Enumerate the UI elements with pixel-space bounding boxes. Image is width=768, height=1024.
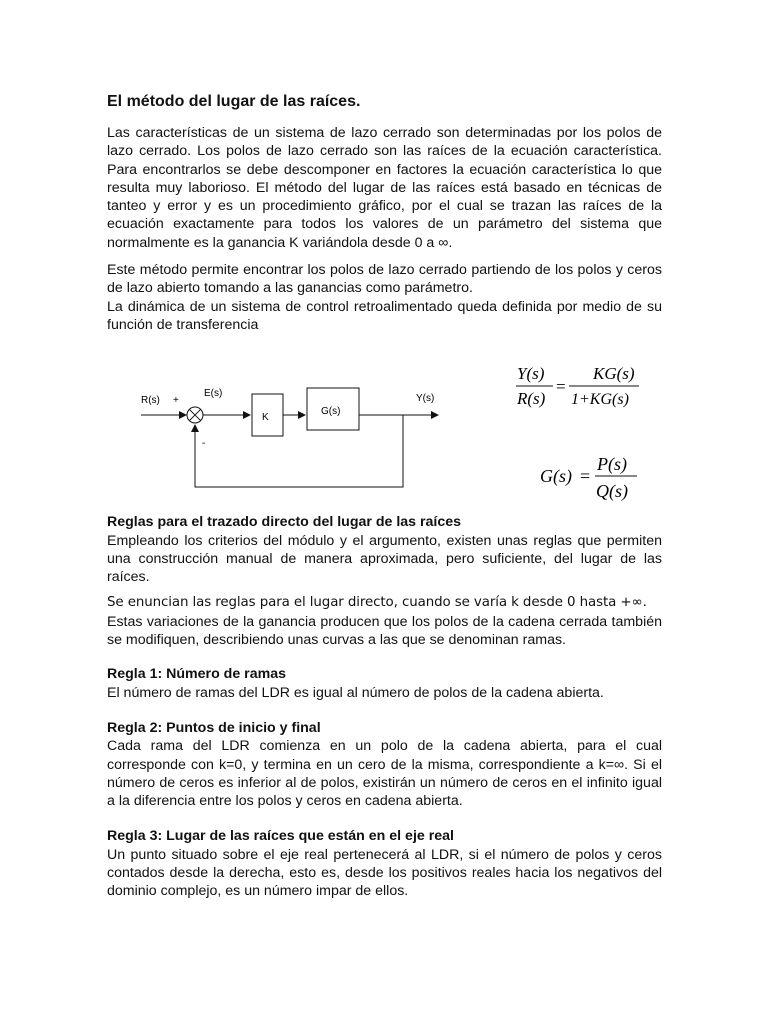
equation-closed-loop: [516, 364, 639, 408]
rule-3-title: Regla 3: Lugar de las raíces que están en el eje real: [107, 828, 454, 845]
e-label: E(s): [204, 388, 223, 400]
rules-heading: Reglas para el trazado directo del lugar de las raíces: [107, 514, 462, 531]
figure-area: [107, 344, 662, 514]
intro-paragraph-1: Las características de un sistema de lazo cerrado son determinadas por los polos de lazo cerrado. Los polos de lazo cerrado son las raíces de la ecuación característica. Para encontrarlos se debe descomponer en factores la ecuación característica lo que resulta muy laborioso. El método del lugar de las raíces está basado en técnicas de tanteo y error y es un procedimiento gráfico, por el cual se trazan las raíces de la ecuación exactamente para todos los valores de un parámetro del sistema que normalmente es la ganancia K variándola desde 0 a ∞.: [107, 125, 662, 251]
rule-3-text: Un punto situado sobre el eje real pertenecerá al LDR, si el número de polos y ceros contados desde la derecha, esto es, desde los positivos reales hacia los negativos del dominio complejo, es un número impar de ellos.: [107, 846, 662, 900]
r-label: R(s): [141, 395, 160, 407]
document-page: [107, 92, 662, 901]
feedback-path: [195, 415, 403, 487]
intro-paragraph-3: La dinámica de un sistema de control retroalimentado queda definida por medio de su función de transferencia: [107, 298, 662, 333]
rule-1-text: El número de ramas del LDR es igual al número de polos de la cadena abierta.: [107, 684, 604, 701]
k-block-label: K: [262, 412, 269, 424]
eq2-numerator: P(s): [597, 454, 627, 475]
equation-open-loop: [540, 454, 637, 502]
g-block-label: G(s): [321, 406, 341, 418]
rules-intro: Empleando los criterios del módulo y el argumento, existen unas reglas que permiten una construcción manual de manera aproximada, pero suficiente, del lugar de las raíces.: [107, 532, 662, 586]
eq1-lhs-numerator: Y(s): [517, 364, 545, 384]
rule-1-title: Regla 1: Número de ramas: [107, 666, 286, 683]
rule-2-text: Cada rama del LDR comienza en un polo de la cadena abierta, para el cual corresponde con k=0, y termina en un cero de la misma, correspondiente a k=∞. Si el número de ceros es inferior al de polos, existirán un número de ceros en el infinito igual a la diferencia entre los polos y ceros en cadena abierta.: [107, 738, 662, 810]
y-label: Y(s): [416, 393, 435, 405]
eq1-rhs-numerator: KG(s): [593, 364, 635, 384]
page-title: El método del lugar de las raíces.: [107, 93, 361, 110]
eq2-lhs: G(s): [540, 466, 572, 487]
block-diagram: [107, 344, 662, 514]
eq1-equals: =: [556, 377, 566, 397]
plus-sign: +: [173, 395, 179, 407]
eq1-rhs-denominator: 1+KG(s): [571, 391, 629, 409]
eq2-denominator: Q(s): [596, 481, 628, 502]
eq2-equals: =: [580, 466, 591, 487]
rule-2-title: Regla 2: Puntos de inicio y final: [107, 719, 321, 736]
intro-paragraph-2: Este método permite encontrar los polos de lazo cerrado partiendo de los polos y ceros de lazo abierto tomando a las ganancias como parámetro.: [107, 262, 662, 297]
minus-sign: -: [202, 438, 206, 450]
eq1-lhs-denominator: R(s): [517, 389, 546, 409]
rules-statement: Se enuncian las reglas para el lugar directo, cuando se varía k desde 0 hasta +∞.: [107, 595, 647, 611]
rules-variation: Estas variaciones de la ganancia producen que los polos de la cadena cerrada también se modifiquen, describiendo unas curvas a las que se denominan ramas.: [107, 613, 662, 649]
summing-junction: [187, 407, 203, 423]
